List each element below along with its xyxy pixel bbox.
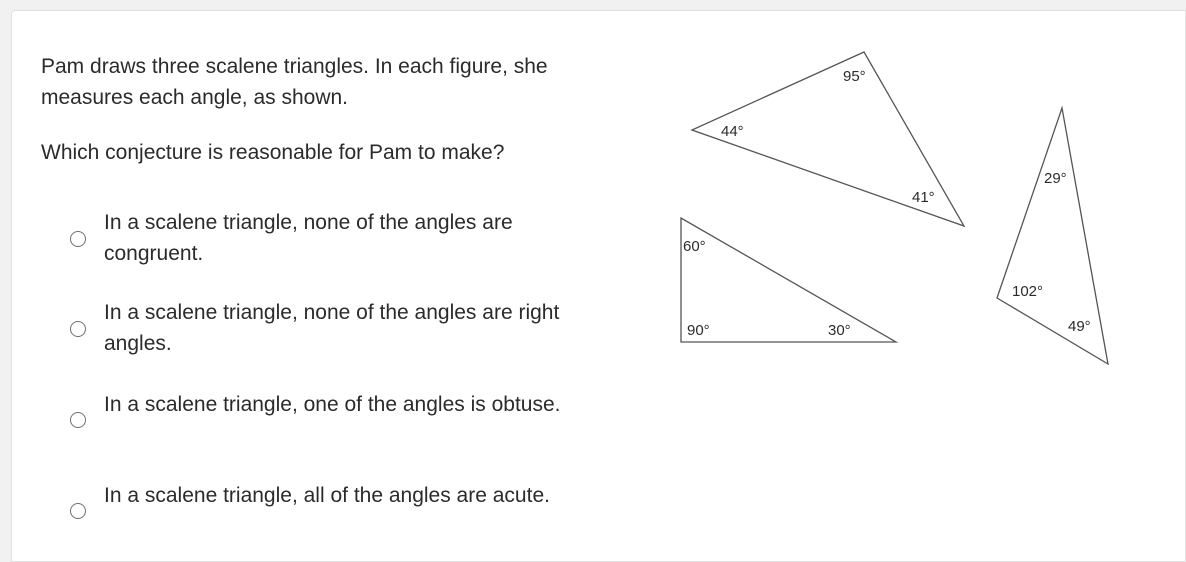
triangle-b-shape <box>681 218 896 342</box>
answer-option-label: In a scalene triangle, all of the angles are acute. <box>104 484 550 507</box>
triangle-c <box>997 108 1108 364</box>
triangle-b-angle-3: 30° <box>828 322 851 339</box>
triangle-b-angle-2: 90° <box>687 322 710 339</box>
triangle-b-angle-1: 60° <box>683 238 706 255</box>
triangle-c-angle-1: 29° <box>1044 170 1067 187</box>
triangle-c-angle-3: 49° <box>1068 318 1091 335</box>
triangle-a-angle-1: 44° <box>721 123 744 140</box>
answer-option-label: In a scalene triangle, none of the angles are congruent. <box>104 211 513 265</box>
answer-option-label: In a scalene triangle, one of the angles is obtuse. <box>104 393 561 416</box>
triangle-c-angle-2: 102° <box>1012 283 1044 300</box>
answer-option-label: In a scalene triangle, none of the angles are right angles. <box>104 301 560 355</box>
triangle-c-shape <box>997 108 1108 364</box>
triangle-a <box>692 52 964 226</box>
triangle-b <box>681 218 896 342</box>
triangle-a-angle-2: 95° <box>843 68 866 85</box>
question-ask: Which conjecture is reasonable for Pam to make? <box>41 141 505 164</box>
triangle-a-angle-3: 41° <box>912 189 935 206</box>
question-prompt: Pam draws three scalene triangles. In each figure, she measures each angle, as shown. <box>41 55 548 109</box>
